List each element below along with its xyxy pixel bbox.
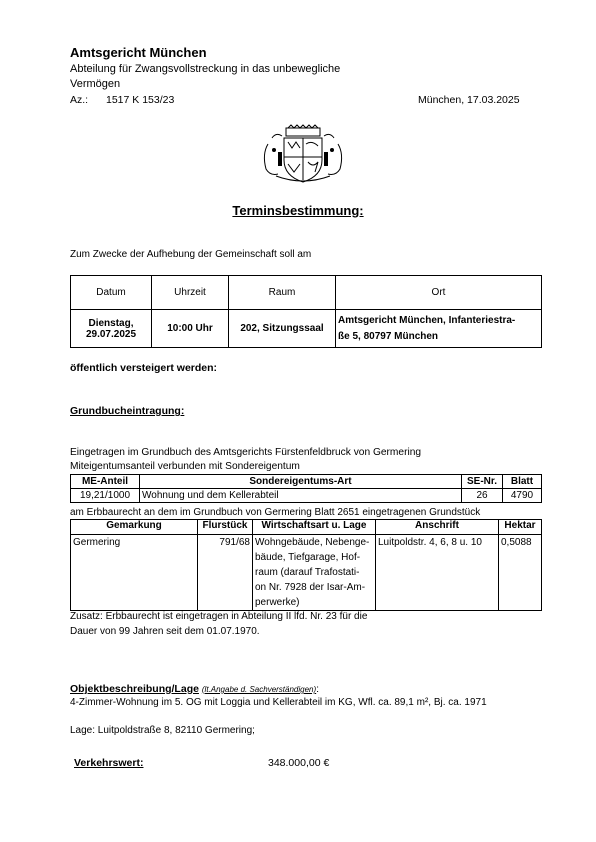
zusatz-line: Zusatz: Erbbaurecht ist eingetragen in Abteilung II lfd. Nr. 23 für die [70, 611, 368, 622]
cell-line: Wohngebäude, Nebenge- [255, 537, 370, 548]
intro-text: Zum Zwecke der Aufhebung der Gemeinschaft soll am [70, 249, 312, 260]
section-heading-grundbuch: Grundbucheintragung: [70, 405, 185, 417]
table-cell [253, 535, 376, 611]
column-header: Hektar [499, 520, 542, 535]
objekt-description: 4-Zimmer-Wohnung im 5. OG mit Loggia und Kellerabteil im KG, Wfl. ca. 89,1 m², Bj. ca. 1971 [70, 697, 487, 708]
grundbuch-text [70, 446, 421, 474]
date-value: 29.07.2025 [85, 328, 137, 340]
table-cell: 4790 [503, 489, 542, 503]
date-weekday: Dienstag, [88, 317, 134, 329]
appointment-date [71, 310, 152, 348]
column-header: Gemarkung [71, 520, 198, 535]
table-cell: Germering [71, 535, 198, 611]
table-cell: Wohnung und dem Kellerabteil [140, 489, 462, 503]
zusatz-text [70, 610, 490, 639]
column-header: ME-Anteil [71, 475, 140, 489]
section-heading-objekt [70, 683, 319, 695]
bavarian-coat-of-arms-icon [258, 124, 348, 186]
column-header: Wirtschaftsart u. Lage [253, 520, 376, 535]
cell-line: perwerke) [255, 597, 300, 608]
verkehrswert-label: Verkehrswert: [74, 757, 144, 769]
column-header: Raum [229, 276, 336, 310]
cell-line: raum (darauf Trafostati- [255, 567, 360, 578]
page-title: Terminsbestimmung: [232, 203, 364, 218]
column-header: Flurstück [198, 520, 253, 535]
objekt-note: (lt.Angabe d. Sachverständigen) [201, 685, 317, 694]
appointment-place [336, 310, 542, 348]
column-header: Sondereigentums-Art [140, 475, 462, 489]
grundbuch-line: Miteigentumsanteil verbunden mit Sondereigentum [70, 461, 300, 472]
objekt-lage: Lage: Luitpoldstraße 8, 82110 Germering; [70, 725, 255, 736]
auction-statement: öffentlich versteigert werden: [70, 362, 218, 374]
case-number: 1517 K 153/23 [106, 94, 175, 106]
zusatz-line: Dauer von 99 Jahren seit dem 01.07.1970. [70, 625, 260, 637]
column-header: Uhrzeit [152, 276, 229, 310]
column-header: Ort [336, 276, 542, 310]
table-cell: 791/68 [198, 535, 253, 611]
column-header: SE-Nr. [462, 475, 503, 489]
objekt-colon: : [316, 683, 320, 695]
objekt-heading: Objektbeschreibung/Lage [70, 683, 199, 695]
appointment-room: 202, Sitzungssaal [229, 310, 336, 348]
table-cell: Luitpoldstr. 4, 6, 8 u. 10 [376, 535, 499, 611]
place-date: München, 17.03.2025 [418, 94, 520, 106]
ownership-table [70, 474, 542, 503]
erbbau-text: am Erbbaurecht an dem im Grundbuch von Germering Blatt 2651 eingetragenen Grundstück [70, 507, 481, 518]
column-header: Datum [71, 276, 152, 310]
table-cell: 26 [462, 489, 503, 503]
plot-table [70, 519, 542, 611]
place-line: ße 5, 80797 München [338, 330, 439, 342]
grundbuch-line: Eingetragen im Grundbuch des Amtsgerichts Fürstenfeldbruck von Germering [70, 447, 422, 458]
table-cell: 19,21/1000 [71, 489, 140, 503]
column-header: Blatt [503, 475, 542, 489]
verkehrswert-value: 348.000,00 € [268, 757, 330, 769]
department: Abteilung für Zwangsvollstreckung in das unbewegliche Vermögen [70, 63, 341, 90]
table-cell: 0,5088 [499, 535, 542, 611]
cell-line: bäude, Tiefgarage, Hof- [255, 552, 361, 563]
column-header: Anschrift [376, 520, 499, 535]
appointment-time: 10:00 Uhr [152, 310, 229, 348]
case-number-label: Az.: [70, 94, 89, 106]
appointment-table [70, 275, 542, 348]
court-name: Amtsgericht München [70, 45, 207, 60]
place-line: Amtsgericht München, Infanteriestra- [338, 314, 516, 326]
cell-line: on Nr. 7928 der Isar-Am- [255, 582, 366, 593]
